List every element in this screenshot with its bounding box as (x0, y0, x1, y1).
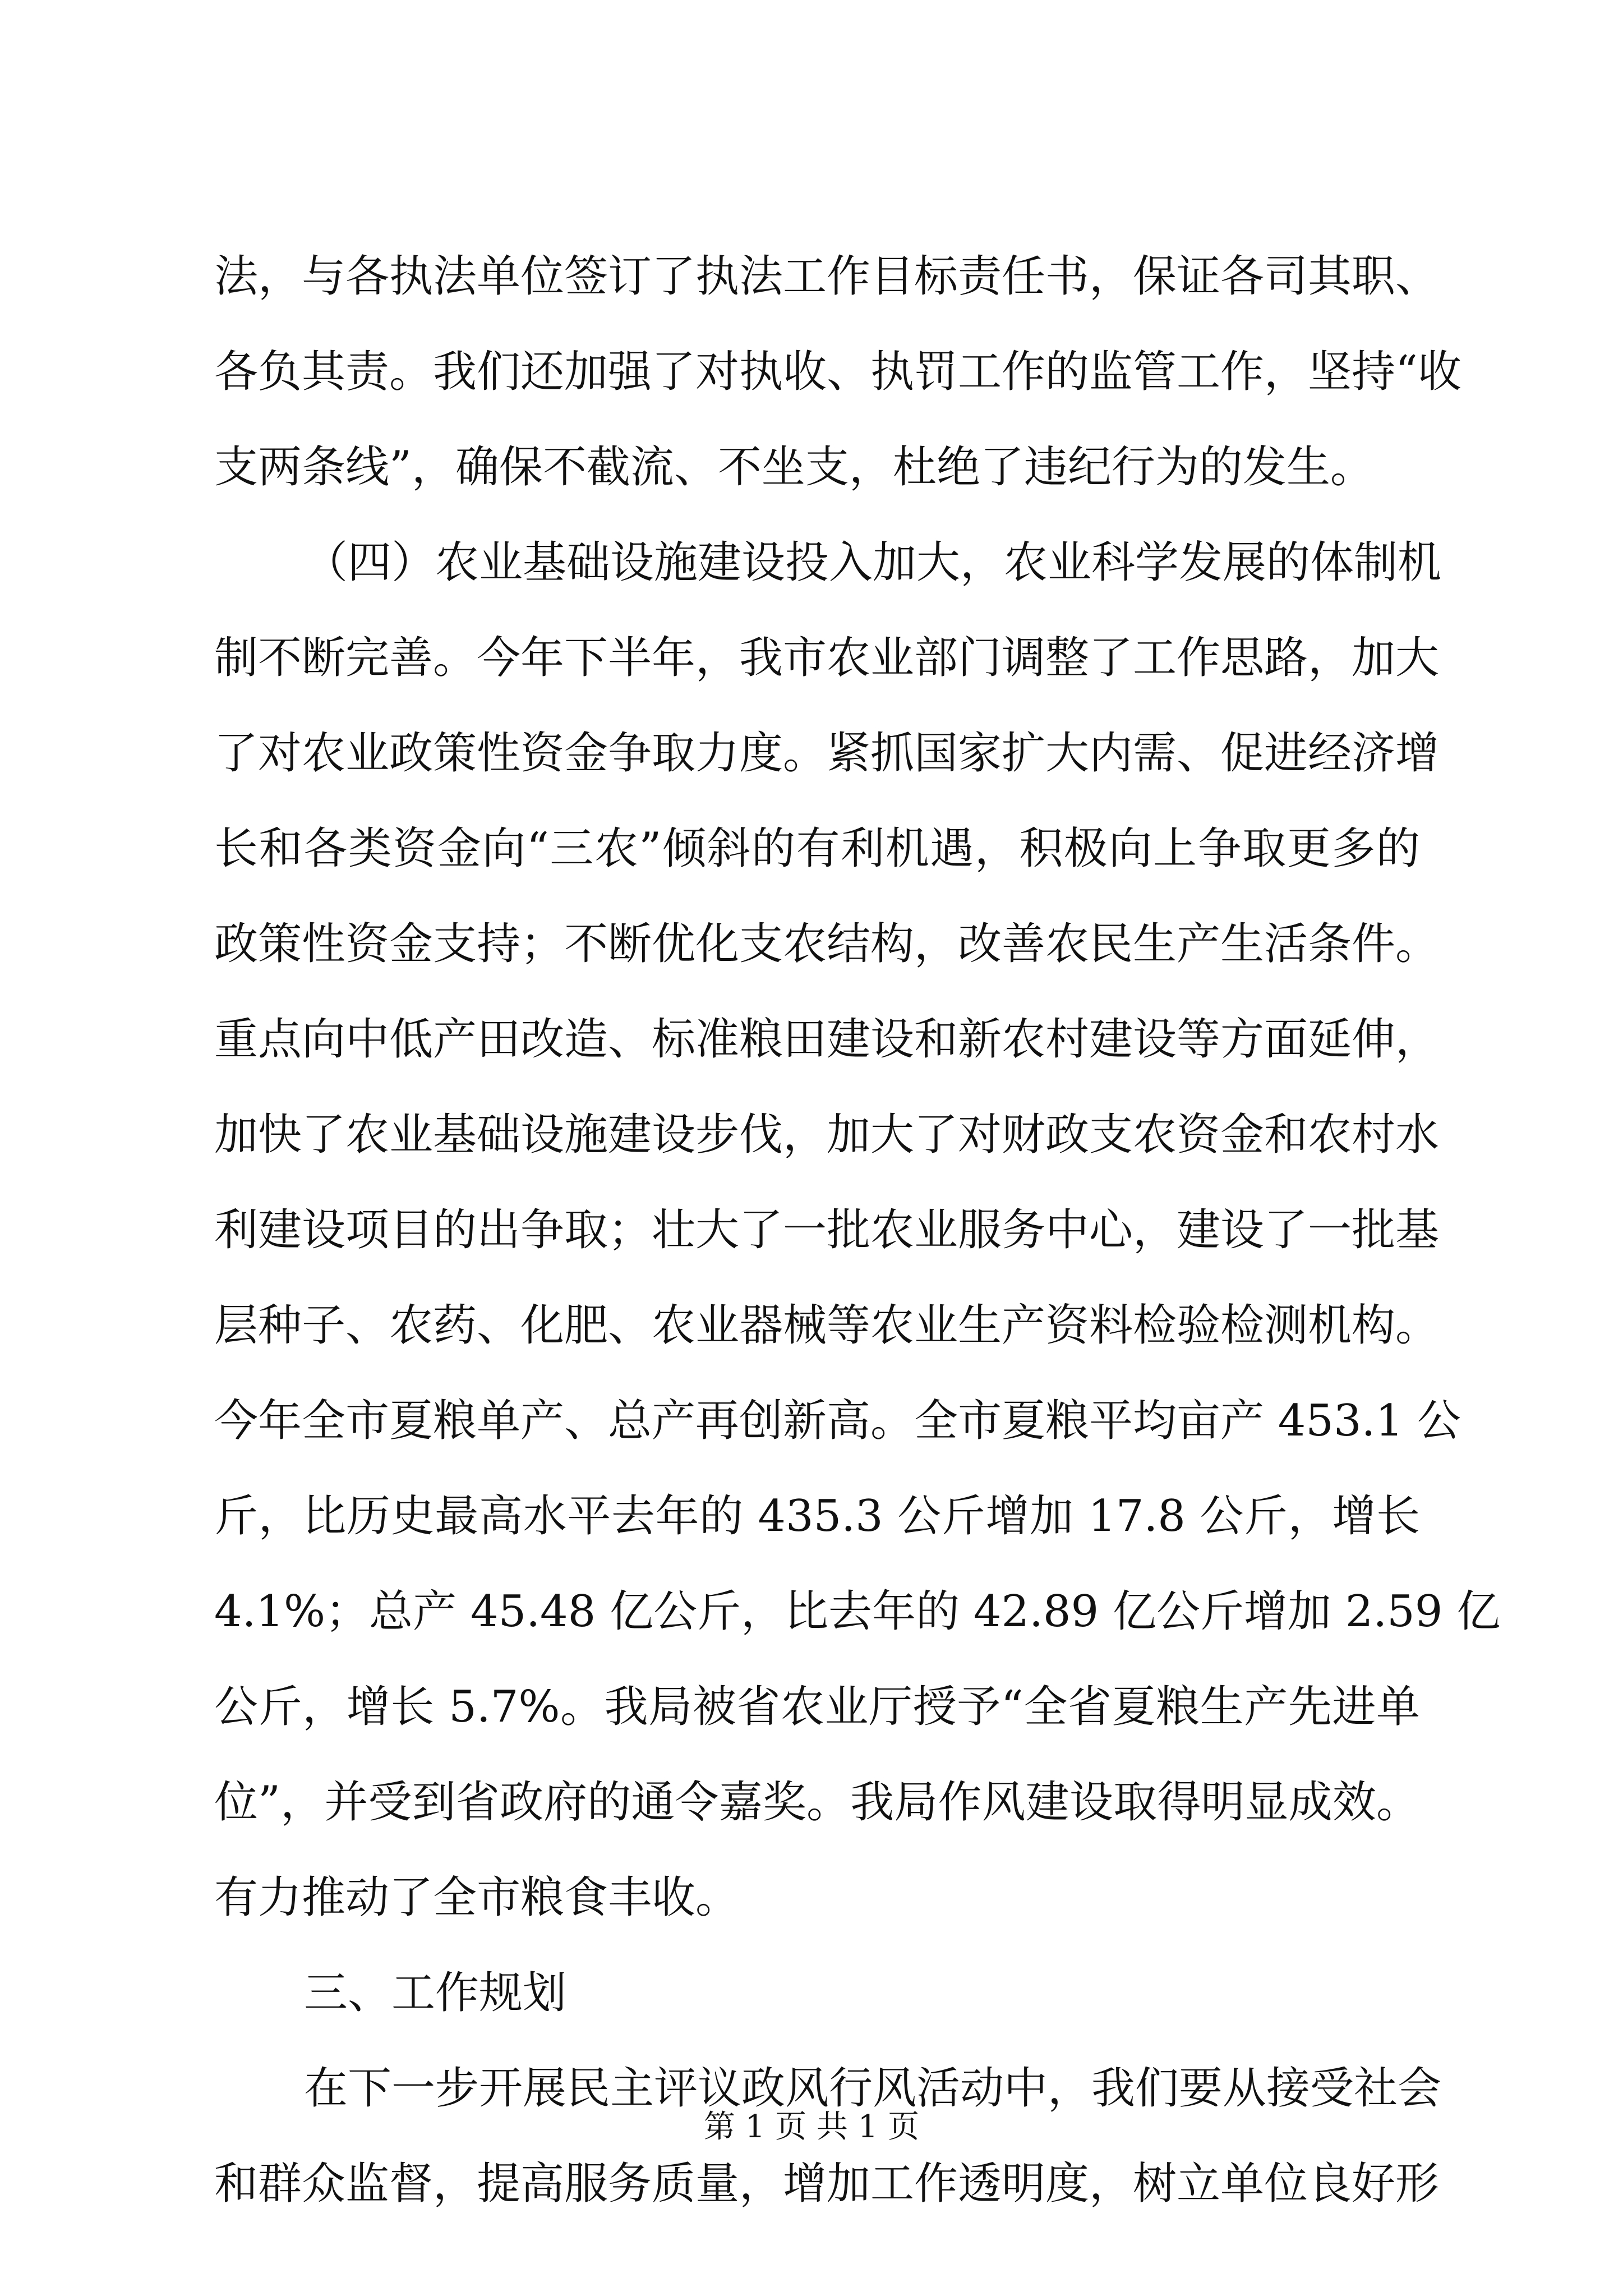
text-line: 加快了农业基础设施建设步伐，加大了对财政支农资金和农村水 (214, 1110, 1440, 1160)
text-line: 斤，比历史最高水平去年的 435.3 公斤增加 17.8 公斤，增长 (214, 1491, 1420, 1542)
text-line: 政策性资金支持；不断优化支农结构，改善农民生产生活条件。 (214, 919, 1440, 969)
text-line: 长和各类资金向“三农”倾斜的有利机遇，积极向上争取更多的 (214, 823, 1420, 874)
page-footer (0, 2105, 1623, 2150)
text-line: 各负其责。我们还加强了对执收、执罚工作的监管工作，坚持“收 (214, 347, 1461, 397)
text-line: 4.1%；总产 45.48 亿公斤，比去年的 42.89 亿公斤增加 2.59 亿 (214, 1586, 1501, 1637)
paragraph-start-line: （四）农业基础设施建设投入加大，农业科学发展的体制机 (304, 537, 1442, 588)
text-line: 今年全市夏粮单产、总产再创新高。全市夏粮平均亩产 453.1 公 (214, 1396, 1461, 1446)
text-line: 和群众监督，提高服务质量，增加工作透明度，树立单位良好形 (214, 2159, 1440, 2209)
text-line: 有力推动了全市粮食丰收。 (214, 1872, 740, 1923)
section-heading: 三、工作规划 (304, 1968, 567, 2018)
text-line: 位”，并受到省政府的通令嘉奖。我局作风建设取得明显成效。 (214, 1777, 1420, 1828)
text-line: 制不断完善。今年下半年，我市农业部门调整了工作思路，加大 (214, 633, 1440, 683)
text-line: 支两条线”，确保不截流、不坐支，杜绝了违纪行为的发生。 (214, 442, 1374, 493)
text-line: 层种子、农药、化肥、农业器械等农业生产资料检验检测机构。 (214, 1300, 1440, 1351)
body-text (214, 229, 1501, 2231)
text-line: 利建设项目的出争取；壮大了一批农业服务中心，建设了一批基 (214, 1205, 1440, 1255)
text-line: 法，与各执法单位签订了执法工作目标责任书，保证各司其职、 (214, 251, 1440, 302)
text-line: 重点向中低产田改造、标准粮田建设和新农村建设等方面延伸， (214, 1014, 1440, 1065)
text-line: 公斤，增长 5.7%。我局被省农业厅授予“全省夏粮生产先进单 (214, 1682, 1420, 1732)
paragraph-start-line: 在下一步开展民主评议政风行风活动中，我们要从接受社会 (304, 2063, 1442, 2114)
page-number: 第 1 页 共 1 页 (703, 2109, 920, 2145)
text-line: 了对农业政策性资金争取力度。紧抓国家扩大内需、促进经济增 (214, 728, 1440, 779)
